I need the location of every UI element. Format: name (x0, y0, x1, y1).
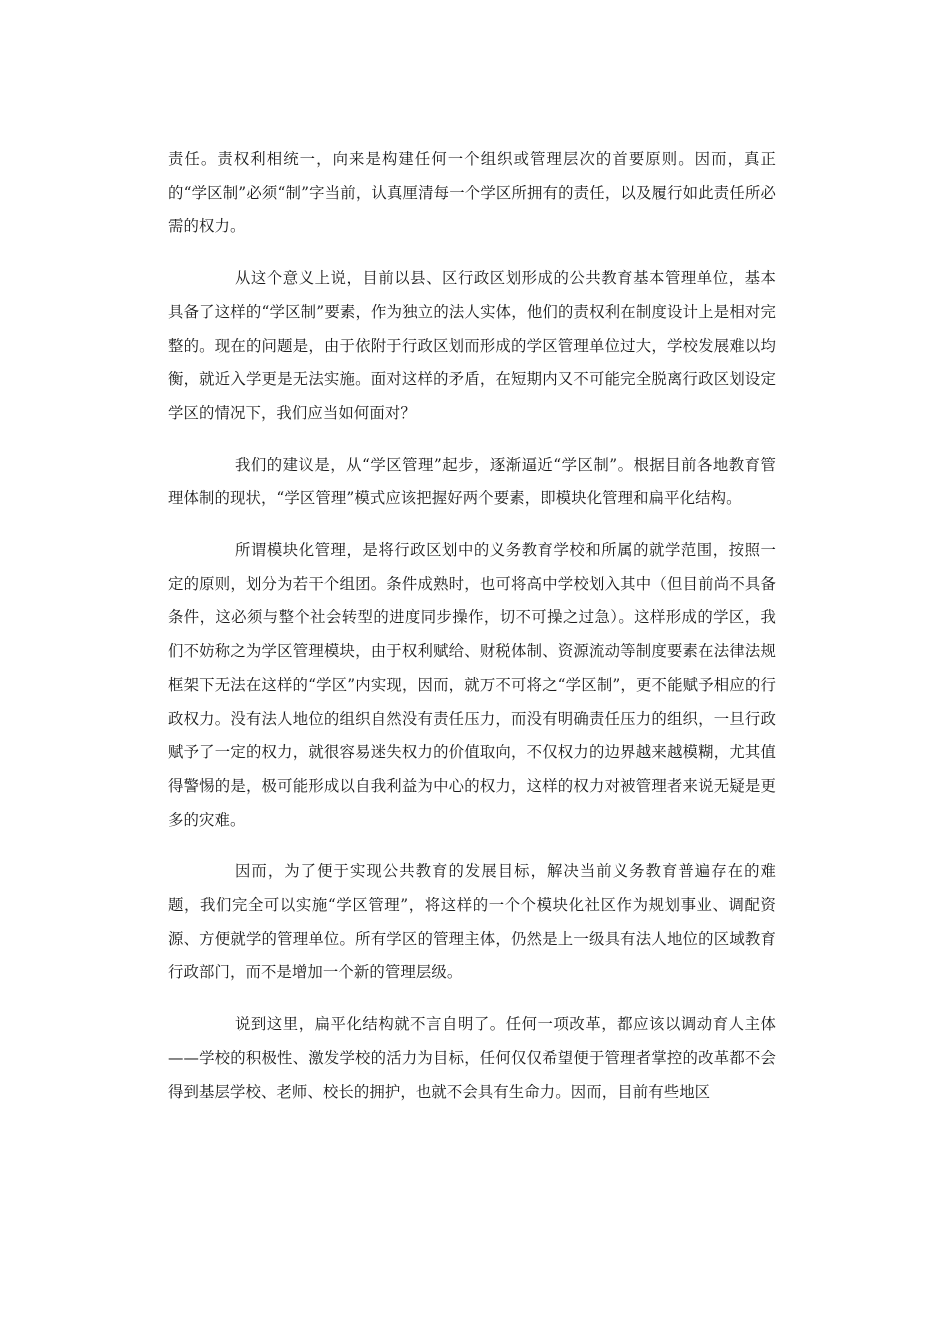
paragraph-1: 责任。责权利相统一，向来是构建任何一个组织或管理层次的首要原则。因而，真正的“学区制”必须“制”字当前，认真厘清每一个学区所拥有的责任，以及履行如此责任所必需的权力。 (168, 150, 776, 236)
paragraph-2: 从这个意义上说，目前以县、区行政区划形成的公共教育基本管理单位，基本具备了这样的“学区制”要素，作为独立的法人实体，他们的责权利在制度设计上是相对完整的。现在的问题是，由于依附于行政区划而形成的学区管理单位过大，学校发展难以均衡，就近入学更是无法实施。面对这样的矛盾，在短期内又不可能完全脱离行政区划设定学区的情况下，我们应当如何面对？ (168, 269, 776, 422)
paragraph-6: 说到这里，扁平化结构就不言自明了。任何一项改革，都应该以调动育人主体——学校的积极性、激发学校的活力为目标，任何仅仅希望便于管理者掌控的改革都不会得到基层学校、老师、校长的拥护，也就不会具有生命力。因而，目前有些地区 (168, 1015, 776, 1101)
paragraph-3: 我们的建议是，从“学区管理”起步，逐渐逼近“学区制”。根据目前各地教育管理体制的现状，“学区管理”模式应该把握好两个要素，即模块化管理和扁平化结构。 (168, 455, 776, 508)
document-page (168, 143, 776, 1127)
paragraph-4: 所谓模块化管理，是将行政区划中的义务教育学校和所属的就学范围，按照一定的原则，划分为若干个组团。条件成熟时，也可将高中学校划入其中（但目前尚不具备条件，这必须与整个社会转型的进度同步操作，切不可操之过急）。这样形成的学区，我们不妨称之为学区管理模块，由于权利赋给、财税体制、资源流动等制度要素在法律法规框架下无法在这样的“学区”内实现，因而，就万不可将之“学区制”，更不能赋予相应的行政权力。没有法人地位的组织自然没有责任压力，而没有明确责任压力的组织，一旦行政赋予了一定的权力，就很容易迷失权力的价值取向，不仅权力的边界越来越模糊，尤其值得警惕的是，极可能形成以自我利益为中心的权力，这样的权力对被管理者来说无疑是更多的灾难。 (168, 541, 776, 829)
paragraph-5: 因而，为了便于实现公共教育的发展目标，解决当前义务教育普遍存在的难题，我们完全可以实施“学区管理”，将这样的一个个模块化社区作为规划事业、调配资源、方便就学的管理单位。所有学区的管理主体，仍然是上一级具有法人地位的区域教育行政部门，而不是增加一个新的管理层级。 (168, 862, 776, 982)
